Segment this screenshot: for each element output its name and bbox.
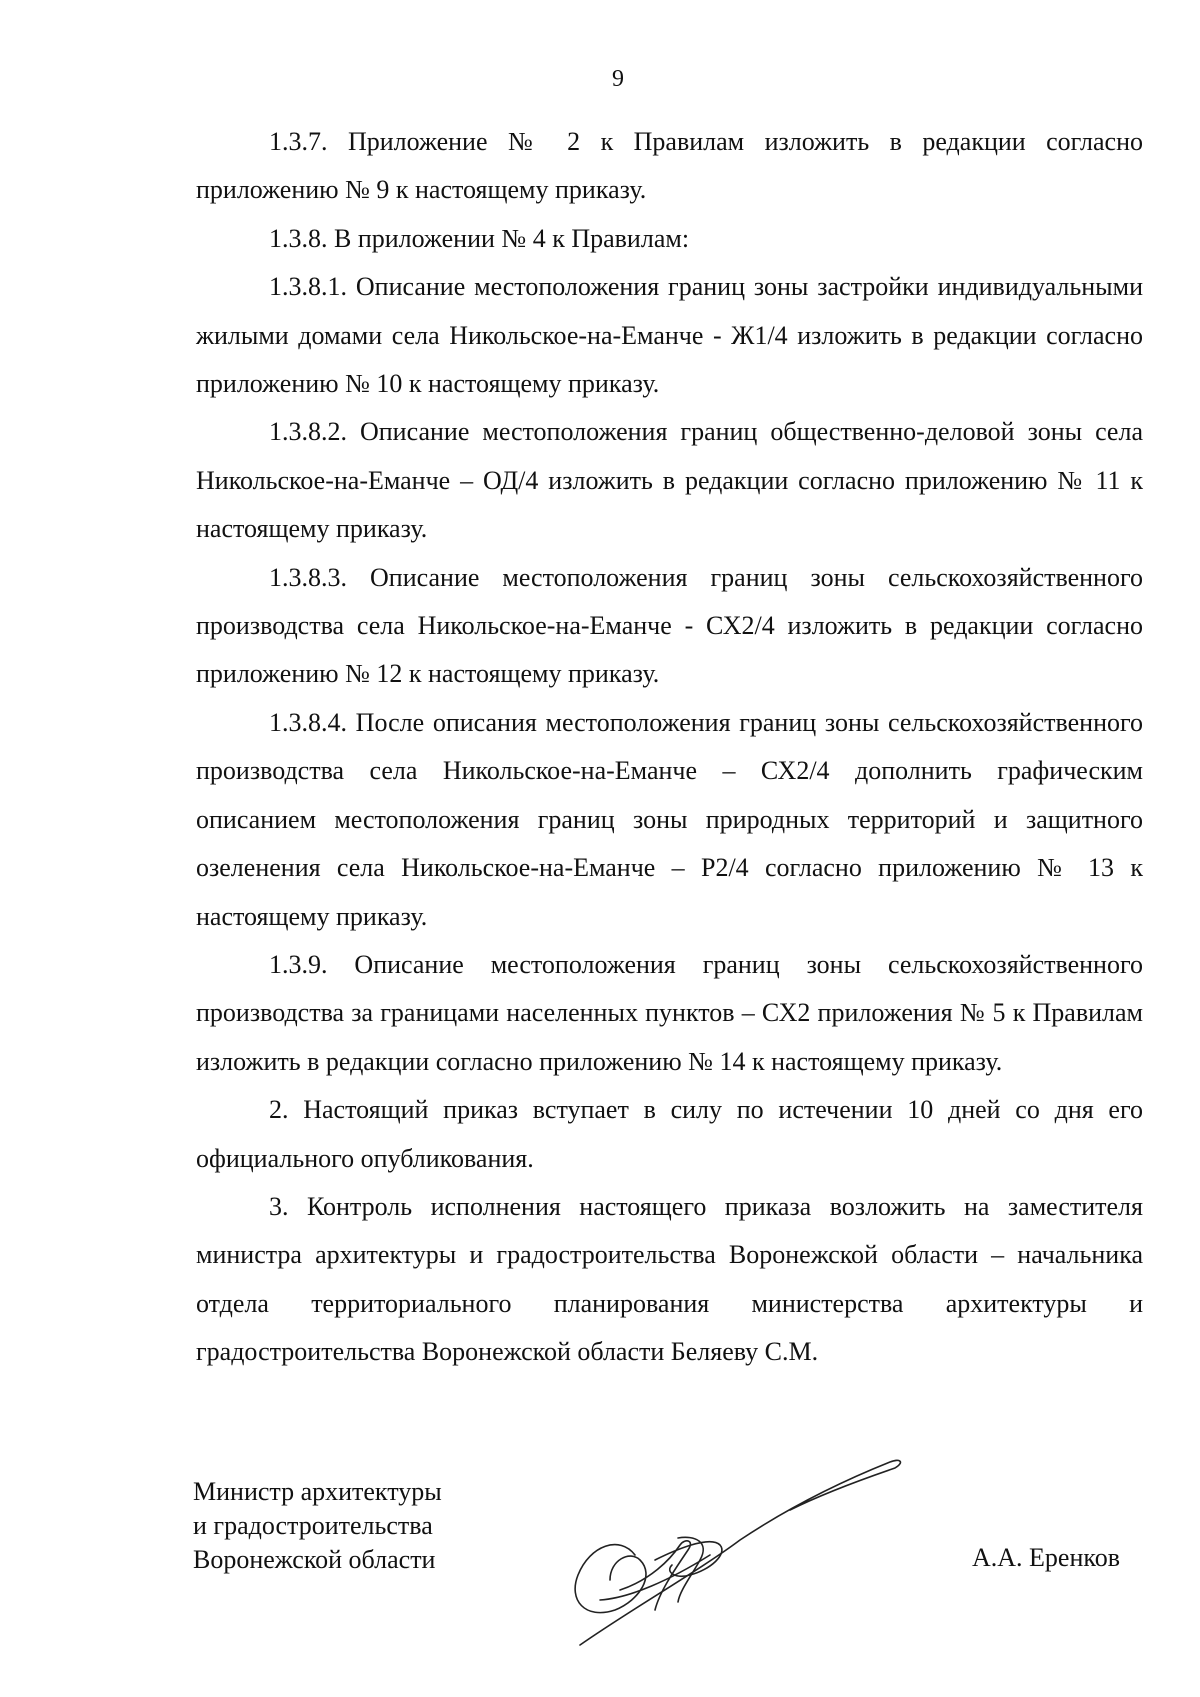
signer-name: А.А. Еренков xyxy=(972,1543,1120,1572)
handwritten-signature xyxy=(560,1450,920,1650)
paragraph-2: 2. Настоящий приказ вступает в силу по истечении 10 дней со дня его официального опубликования. xyxy=(196,1095,1143,1173)
page-number: 9 xyxy=(612,66,624,92)
paragraph-1-3-8-3: 1.3.8.3. Описание местоположения границ зоны сельскохозяйственного производства села Никольское-на-Еманче - СХ2/4 изложить в редакции согласно приложению № 12 к настоящему приказу. xyxy=(196,562,1143,689)
signatory-position-line: Воронежской области xyxy=(193,1545,436,1574)
paragraph-3: 3. Контроль исполнения настоящего приказа возложить на заместителя министра архитектуры и градостроительства Воронежской области – начальника отдела территориального планирования министерства архитектуры и градостроительства Воронежской области Беляеву С.М. xyxy=(196,1191,1143,1367)
paragraph-1-3-8-4: 1.3.8.4. После описания местоположения границ зоны сельскохозяйственного производства села Никольское-на-Еманче – СХ2/4 дополнить графическим описанием местоположения границ зоны природных территорий и защитного озеленения села Никольское-на-Еманче – Р2/4 согласно приложению № 13 к настоящему приказу. xyxy=(196,707,1143,931)
signatory-position-line: и градостроительства xyxy=(193,1511,433,1540)
paragraph-1-3-8-2: 1.3.8.2. Описание местоположения границ общественно-деловой зоны села Никольское-на-Еманче – ОД/4 изложить в редакции согласно приложению № 11 к настоящему приказу. xyxy=(196,417,1143,544)
document-body xyxy=(196,118,1143,1377)
signatory-position xyxy=(193,1475,442,1577)
paragraph-1-3-7: 1.3.7. Приложение № 2 к Правилам изложить в редакции согласно приложению № 9 к настоящему приказу. xyxy=(196,127,1143,205)
paragraph-1-3-9: 1.3.9. Описание местоположения границ зоны сельскохозяйственного производства за границами населенных пунктов – СХ2 приложения № 5 к Правилам изложить в редакции согласно приложению № 14 к настоящему приказу. xyxy=(196,949,1143,1076)
paragraph-1-3-8: 1.3.8. В приложении № 4 к Правилам: xyxy=(269,223,690,253)
paragraph-1-3-8-1: 1.3.8.1. Описание местоположения границ зоны застройки индивидуальными жилыми домами села Никольское-на-Еманче - Ж1/4 изложить в редакции согласно приложению № 10 к настоящему приказу. xyxy=(196,272,1143,399)
signatory-position-line: Министр архитектуры xyxy=(193,1477,442,1506)
